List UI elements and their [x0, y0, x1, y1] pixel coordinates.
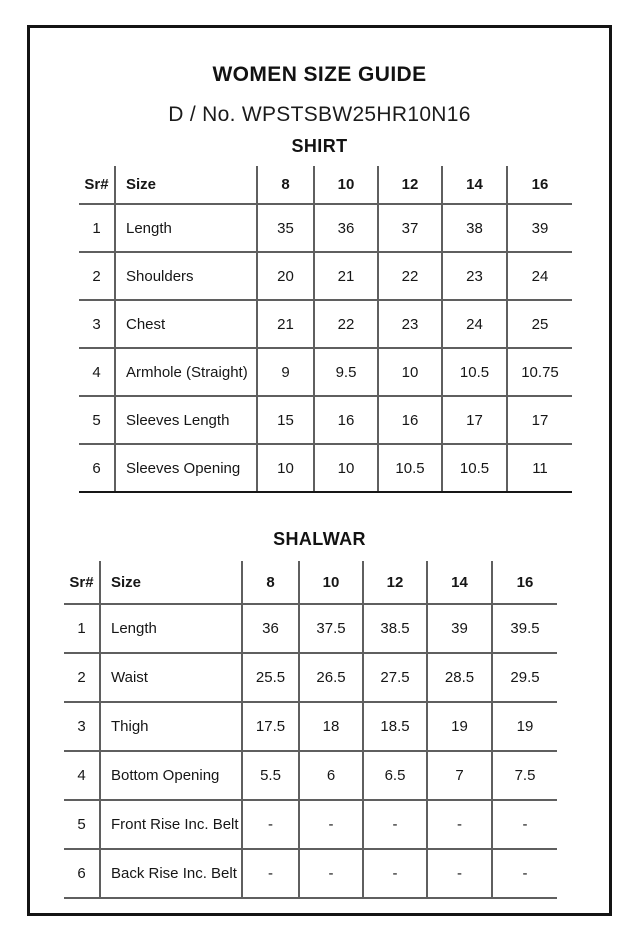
cell-value: 38 — [442, 204, 507, 252]
column-header-size-14: 14 — [427, 561, 492, 604]
shirt-size-table — [79, 166, 572, 493]
cell-value: 20 — [257, 252, 314, 300]
cell-value: - — [363, 849, 427, 898]
column-header-size-8: 8 — [257, 166, 314, 204]
cell-value: 35 — [257, 204, 314, 252]
cell-value: 7 — [427, 751, 492, 800]
cell-value: 19 — [427, 702, 492, 751]
shalwar-size-table — [64, 561, 557, 899]
cell-measurement-label: Back Rise Inc. Belt — [100, 849, 242, 898]
cell-value: 21 — [314, 252, 378, 300]
cell-value: 23 — [378, 300, 442, 348]
cell-value: 36 — [314, 204, 378, 252]
table-row — [79, 300, 572, 348]
cell-value: - — [492, 849, 557, 898]
shirt-table-body — [79, 204, 572, 492]
cell-value: 18 — [299, 702, 363, 751]
table-row — [64, 849, 557, 898]
cell-value: 22 — [314, 300, 378, 348]
cell-measurement-label: Front Rise Inc. Belt — [100, 800, 242, 849]
cell-value: 16 — [378, 396, 442, 444]
column-header-size-14: 14 — [442, 166, 507, 204]
cell-value: 6 — [299, 751, 363, 800]
cell-serial: 5 — [64, 800, 100, 849]
cell-serial: 1 — [64, 604, 100, 653]
design-number: D / No. WPSTSBW25HR10N16 — [168, 103, 471, 126]
cell-value: 21 — [257, 300, 314, 348]
column-header-size: Size — [100, 561, 242, 604]
cell-value: 19 — [492, 702, 557, 751]
cell-serial: 1 — [79, 204, 115, 252]
cell-value: 24 — [507, 252, 572, 300]
cell-value: 17 — [442, 396, 507, 444]
cell-value: 29.5 — [492, 653, 557, 702]
cell-value: 18.5 — [363, 702, 427, 751]
cell-measurement-label: Bottom Opening — [100, 751, 242, 800]
cell-value: 25.5 — [242, 653, 299, 702]
table-row — [64, 751, 557, 800]
cell-value: 26.5 — [299, 653, 363, 702]
cell-serial: 4 — [64, 751, 100, 800]
column-header-size-10: 10 — [314, 166, 378, 204]
cell-value: 23 — [442, 252, 507, 300]
column-header-size-16: 16 — [507, 166, 572, 204]
table-row — [79, 348, 572, 396]
cell-value: 6.5 — [363, 751, 427, 800]
column-header-size-12: 12 — [378, 166, 442, 204]
cell-value: 37.5 — [299, 604, 363, 653]
table-row — [64, 653, 557, 702]
cell-measurement-label: Length — [115, 204, 257, 252]
cell-measurement-label: Shoulders — [115, 252, 257, 300]
cell-value: - — [427, 800, 492, 849]
cell-value: - — [492, 800, 557, 849]
cell-measurement-label: Waist — [100, 653, 242, 702]
cell-measurement-label: Thigh — [100, 702, 242, 751]
cell-serial: 2 — [64, 653, 100, 702]
cell-value: 16 — [314, 396, 378, 444]
table-row — [64, 604, 557, 653]
cell-value: 36 — [242, 604, 299, 653]
cell-value: 28.5 — [427, 653, 492, 702]
cell-measurement-label: Chest — [115, 300, 257, 348]
cell-value: 24 — [442, 300, 507, 348]
cell-value: 22 — [378, 252, 442, 300]
cell-serial: 5 — [79, 396, 115, 444]
shirt-table-header — [79, 166, 572, 204]
cell-value: 10.5 — [442, 444, 507, 492]
table-row — [79, 396, 572, 444]
cell-serial: 4 — [79, 348, 115, 396]
table-row — [64, 800, 557, 849]
table-row — [64, 702, 557, 751]
cell-value: 10.75 — [507, 348, 572, 396]
cell-measurement-label: Armhole (Straight) — [115, 348, 257, 396]
cell-serial: 3 — [64, 702, 100, 751]
cell-value: 10 — [378, 348, 442, 396]
shalwar-table-header — [64, 561, 557, 604]
cell-value: 10.5 — [378, 444, 442, 492]
cell-serial: 3 — [79, 300, 115, 348]
column-header-sr: Sr# — [64, 561, 100, 604]
cell-value: 17 — [507, 396, 572, 444]
column-header-sr: Sr# — [79, 166, 115, 204]
cell-value: 38.5 — [363, 604, 427, 653]
cell-value: 9 — [257, 348, 314, 396]
column-header-size-8: 8 — [242, 561, 299, 604]
cell-value: - — [363, 800, 427, 849]
cell-value: 10 — [314, 444, 378, 492]
cell-value: - — [427, 849, 492, 898]
header-row — [64, 561, 557, 604]
cell-measurement-label: Length — [100, 604, 242, 653]
cell-serial: 6 — [64, 849, 100, 898]
shalwar-table-heading: SHALWAR — [273, 529, 366, 549]
cell-value: - — [242, 800, 299, 849]
cell-value: 39 — [507, 204, 572, 252]
shirt-table-heading: SHIRT — [291, 136, 348, 156]
shalwar-table-body — [64, 604, 557, 898]
cell-serial: 2 — [79, 252, 115, 300]
header-row — [79, 166, 572, 204]
cell-value: 25 — [507, 300, 572, 348]
cell-value: 27.5 — [363, 653, 427, 702]
column-header-size-16: 16 — [492, 561, 557, 604]
table-row — [79, 252, 572, 300]
column-header-size-10: 10 — [299, 561, 363, 604]
cell-value: 5.5 — [242, 751, 299, 800]
cell-value: 9.5 — [314, 348, 378, 396]
column-header-size: Size — [115, 166, 257, 204]
cell-value: 37 — [378, 204, 442, 252]
table-row — [79, 444, 572, 492]
cell-value: 17.5 — [242, 702, 299, 751]
cell-value: 10.5 — [442, 348, 507, 396]
cell-value: - — [299, 849, 363, 898]
cell-measurement-label: Sleeves Length — [115, 396, 257, 444]
cell-value: 39.5 — [492, 604, 557, 653]
cell-value: 11 — [507, 444, 572, 492]
column-header-size-12: 12 — [363, 561, 427, 604]
cell-value: 10 — [257, 444, 314, 492]
page-title: WOMEN SIZE GUIDE — [212, 63, 427, 86]
cell-value: 7.5 — [492, 751, 557, 800]
cell-serial: 6 — [79, 444, 115, 492]
cell-value: - — [299, 800, 363, 849]
cell-value: - — [242, 849, 299, 898]
table-row — [79, 204, 572, 252]
cell-measurement-label: Sleeves Opening — [115, 444, 257, 492]
cell-value: 39 — [427, 604, 492, 653]
cell-value: 15 — [257, 396, 314, 444]
